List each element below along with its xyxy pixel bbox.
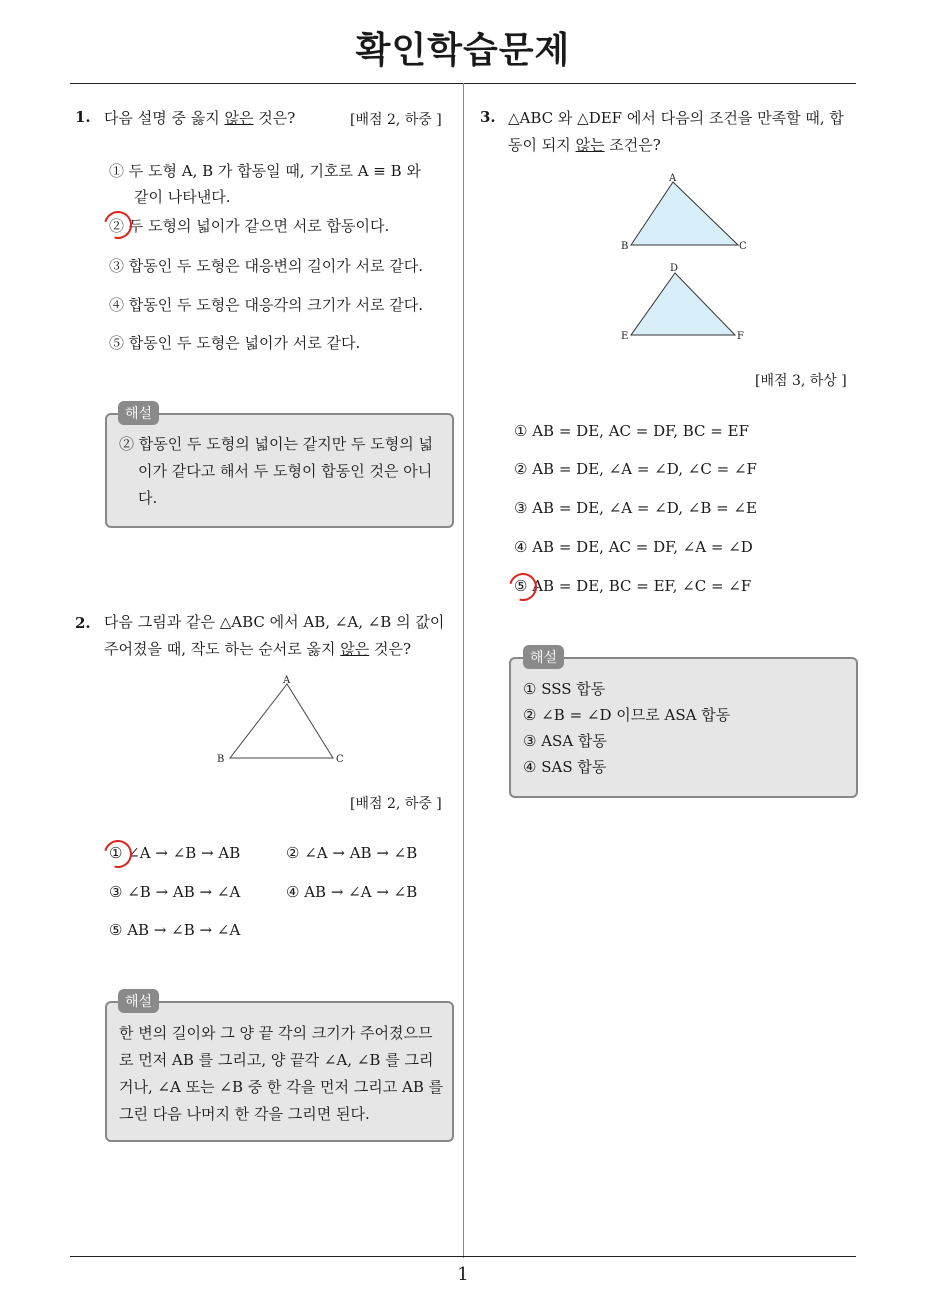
score-label: [배점 2, 하중 ] — [350, 112, 442, 128]
option-3[interactable]: ③ 합동인 두 도형은 대응변의 길이가 서로 같다. — [109, 257, 423, 275]
answer-mark — [99, 835, 137, 873]
hint-line: 한 변의 길이와 그 양 끝 각의 크기가 주어졌으므 — [119, 1024, 433, 1042]
vertex-label-a: A — [669, 173, 677, 184]
vertex-label-f: F — [737, 331, 744, 342]
vertex-label-b: B — [621, 241, 629, 252]
vertex-label-b: B — [217, 754, 225, 765]
hint-line: ② ∠B = ∠D 이므로 ASA 합동 — [523, 706, 731, 724]
option-5[interactable]: ⑤ 합동인 두 도형은 넓이가 서로 같다. — [109, 334, 361, 352]
hint-line: ③ ASA 합동 — [523, 732, 607, 750]
option-1[interactable]: ① 두 도형 A, B 가 합동일 때, 기호로 A ≡ B 와 — [109, 162, 421, 180]
option-2[interactable]: ② AB = DE, ∠A = ∠D, ∠C = ∠F — [514, 460, 757, 478]
hint-line: ① SSS 합동 — [523, 680, 606, 698]
triangle-abc-figure — [210, 672, 350, 767]
option-5[interactable]: ⑤ AB = DE, BC = EF, ∠C = ∠F — [514, 577, 752, 595]
page-title: 확인학습문제 — [355, 30, 571, 71]
question-number: 3. — [480, 108, 496, 126]
hint-line: 거나, ∠A 또는 ∠B 중 한 각을 먼저 그리고 AB 를 — [119, 1078, 444, 1096]
hint-line: 그린 다음 나머지 한 각을 그리면 된다. — [119, 1105, 370, 1123]
option-1[interactable]: ① ∠A → ∠B → AB — [109, 844, 241, 862]
vertex-label-d: D — [670, 263, 679, 274]
vertex-label-a: A — [283, 675, 291, 686]
question-stem-line-1: △ABC 와 △DEF 에서 다음의 조건을 만족할 때, 합 — [508, 109, 844, 127]
hint-box — [509, 657, 858, 798]
question-stem-line-2: 주어졌을 때, 작도 하는 순서로 옳지 않은 것은? — [104, 640, 412, 658]
bottom-rule — [70, 1256, 856, 1257]
option-5[interactable]: ⑤ AB → ∠B → ∠A — [109, 921, 241, 939]
answer-mark — [99, 206, 137, 244]
triangles-abc-def-figure — [615, 170, 755, 345]
option-2[interactable]: ② ∠A → AB → ∠B — [286, 844, 418, 862]
option-1-cont: 같이 나타낸다. — [134, 188, 231, 206]
score-label: [배점 3, 하상 ] — [755, 373, 847, 389]
page-number: 1 — [457, 1264, 469, 1285]
score-label: [배점 2, 하중 ] — [350, 796, 442, 812]
hint-line: ② 합동인 두 도형의 넓이는 같지만 두 도형의 넓 — [119, 435, 433, 453]
hint-box — [105, 413, 454, 528]
hint-tag: 해설 — [118, 401, 159, 425]
answer-mark — [504, 568, 542, 606]
hint-line: 다. — [138, 489, 158, 507]
option-1[interactable]: ① AB = DE, AC = DF, BC = EF — [514, 422, 749, 440]
question-stem: 다음 설명 중 옳지 않은 것은? — [104, 109, 296, 127]
option-4[interactable]: ④ 합동인 두 도형은 대응각의 크기가 서로 같다. — [109, 296, 423, 314]
vertex-label-e: E — [621, 331, 629, 342]
question-stem-line-2: 동이 되지 않는 조건은? — [508, 136, 661, 154]
option-4[interactable]: ④ AB = DE, AC = DF, ∠A = ∠D — [514, 538, 753, 556]
option-2[interactable]: ② 두 도형의 넓이가 같으면 서로 합동이다. — [109, 217, 390, 235]
hint-tag: 해설 — [523, 645, 564, 669]
hint-line: ④ SAS 합동 — [523, 758, 607, 776]
option-4[interactable]: ④ AB → ∠A → ∠B — [286, 883, 418, 901]
question-number: 2. — [75, 614, 91, 632]
column-divider — [463, 83, 464, 1258]
option-3[interactable]: ③ ∠B → AB → ∠A — [109, 883, 241, 901]
option-3[interactable]: ③ AB = DE, ∠A = ∠D, ∠B = ∠E — [514, 499, 758, 517]
hint-line: 이가 같다고 해서 두 도형이 합동인 것은 아니 — [138, 462, 433, 480]
hint-tag: 해설 — [118, 989, 159, 1013]
hint-line: 로 먼저 AB 를 그리고, 양 끝각 ∠A, ∠B 를 그리 — [119, 1051, 434, 1069]
question-stem-line-1: 다음 그림과 같은 △ABC 에서 AB, ∠A, ∠B 의 값이 — [104, 613, 445, 631]
vertex-label-c: C — [336, 754, 344, 765]
hint-box — [105, 1001, 454, 1142]
vertex-label-c: C — [739, 241, 747, 252]
question-number: 1. — [75, 108, 91, 126]
